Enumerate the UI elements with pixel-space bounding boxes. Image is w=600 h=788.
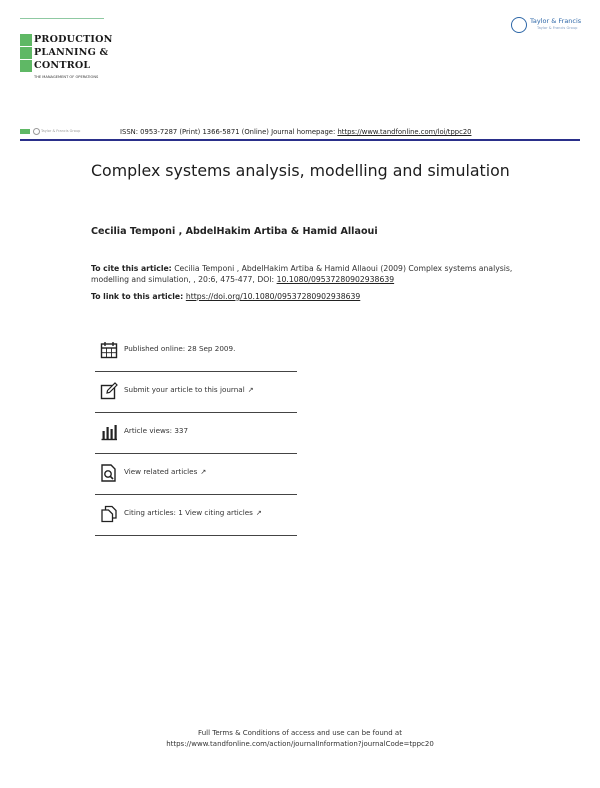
copy-icon: [100, 505, 118, 523]
cite-label: To cite this article:: [91, 264, 172, 273]
publisher-name: Taylor & Francis: [530, 17, 582, 25]
link-label: To link to this article:: [91, 292, 186, 301]
journal-homepage-link[interactable]: https://www.tandfonline.com/loi/tppc20: [337, 128, 472, 136]
published-date: Published online: 28 Sep 2009.: [124, 344, 236, 353]
issn-line: [120, 128, 471, 136]
citing-articles-link[interactable]: Citing articles: 1 View citing articles ↗: [124, 508, 262, 517]
issn-text: ISSN: 0953-7287 (Print) 1366-5871 (Online) Journal homepage:: [120, 128, 338, 136]
article-title: Complex systems analysis, modelling and simulation: [91, 161, 510, 180]
publisher-logo: [511, 17, 591, 35]
doi-link[interactable]: 10.1080/09537280902938639: [276, 275, 395, 284]
journal-name-line-3: CONTROL: [34, 60, 91, 71]
publisher-sub: Taylor & Francis Group: [537, 26, 578, 30]
article-authors: Cecilia Temponi , AbdelHakim Artiba & Hamid Allaoui: [91, 226, 378, 237]
article-views: Article views: 337: [124, 426, 189, 435]
search-doc-icon: [100, 464, 118, 482]
external-link-icon: ↗: [247, 386, 254, 394]
cite-text: Cecilia Temponi , AbdelHakim Artiba & Hamid Allaoui (2009) Complex systems analysis, modelling and simulation, , 20:6, 475-477, DOI:: [91, 264, 513, 284]
footer-terms: [100, 728, 500, 750]
submit-article-link[interactable]: Submit your article to this journal ↗: [124, 385, 254, 394]
calendar-icon: [100, 341, 118, 359]
journal-name-line-2: PLANNING &: [34, 47, 109, 58]
header-top-line: [20, 18, 104, 19]
header-rule: [20, 139, 580, 141]
external-link-icon: ↗: [200, 468, 207, 476]
edit-icon: [100, 382, 118, 400]
mini-logo-circle-icon: [33, 128, 40, 135]
footer-line-1: Full Terms & Conditions of access and use can be found at: [198, 729, 402, 737]
article-doi-url-link[interactable]: https://doi.org/10.1080/09537280902938639: [185, 292, 361, 301]
journal-name-line-1: PRODUCTION: [34, 34, 113, 45]
meta-row-views: [95, 412, 297, 454]
publisher-circle-icon: [511, 17, 527, 33]
article-link-block: [91, 292, 360, 301]
related-articles-link[interactable]: View related articles ↗: [124, 467, 207, 476]
bar-chart-icon: [100, 423, 118, 441]
citation-block: [91, 263, 531, 285]
meta-row-submit[interactable]: [95, 371, 297, 413]
meta-row-published: [95, 330, 297, 372]
external-link-icon: ↗: [255, 509, 262, 517]
mini-logo-text: Taylor & Francis Group: [41, 129, 81, 133]
meta-row-related[interactable]: [95, 453, 297, 495]
journal-tagline: THE MANAGEMENT OF OPERATIONS: [34, 75, 99, 79]
meta-row-citing[interactable]: [95, 494, 297, 536]
footer-terms-link[interactable]: https://www.tandfonline.com/action/journalInformation?journalCode=tppc20: [166, 740, 434, 748]
